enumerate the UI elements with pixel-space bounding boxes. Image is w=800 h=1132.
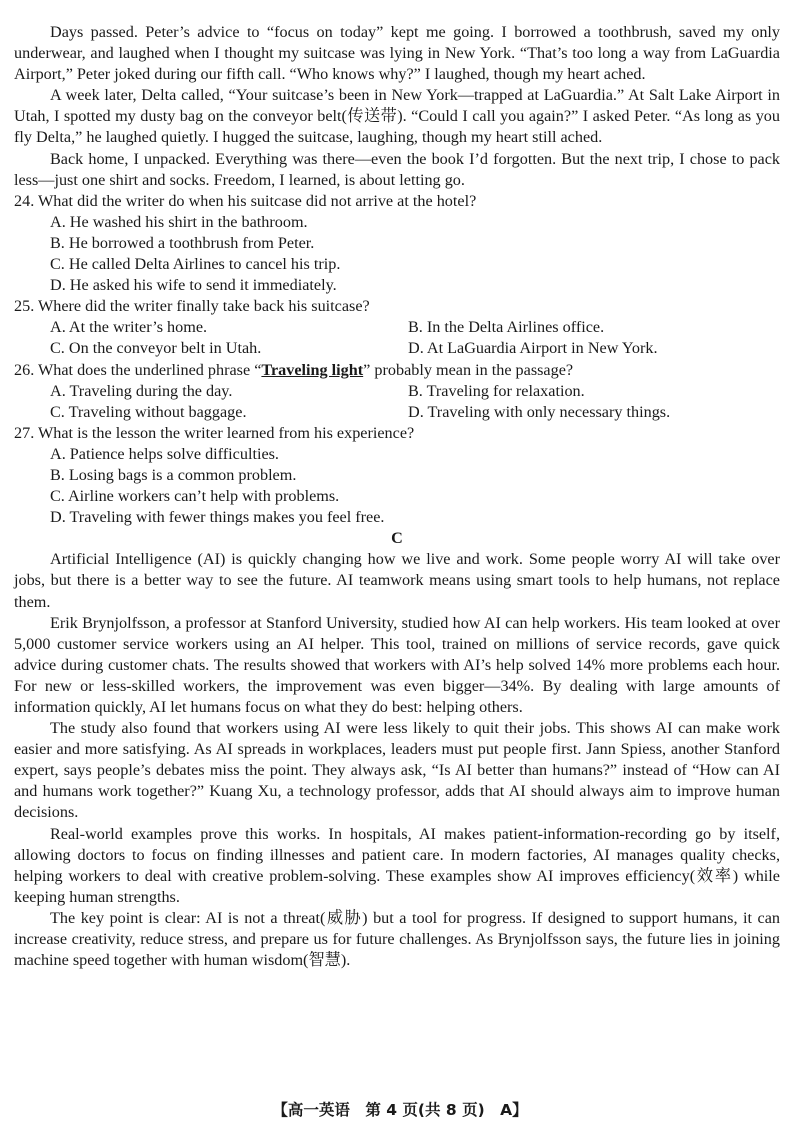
page-footer: 【高一英语 第 4 页(共 8 页) A】	[272, 1101, 528, 1119]
story-paragraph: Back home, I unpacked. Everything was there—even the book I’d forgotten. But the next trip, I chose to pack less—just one shirt and socks. Freedom, I learned, is about letting go.	[14, 149, 780, 189]
question-25-option-d: D. At LaGuardia Airport in New York.	[408, 339, 658, 358]
question-24-option-c: C. He called Delta Airlines to cancel his trip.	[50, 255, 341, 274]
section-c-heading: C	[391, 529, 403, 548]
question-25-option-b: B. In the Delta Airlines office.	[408, 318, 605, 337]
question-24-option-d: D. He asked his wife to send it immediately.	[50, 276, 337, 295]
passage-c-paragraph: Real-world examples prove this works. In hospitals, AI makes patient-information-recording go by itself, allowing doctors to focus on finding illnesses and patient care. In modern factories, AI manages quality checks, helping workers to deal with creative problem-solving. These examples show AI improves efficiency(效率) while keeping human strengths.	[14, 824, 780, 906]
question-25-options-row-1	[14, 317, 780, 338]
question-27-option-a: A. Patience helps solve difficulties.	[50, 444, 279, 463]
question-24-stem: 24. What did the writer do when his suitcase did not arrive at the hotel?	[14, 191, 477, 210]
question-26-options-row-2	[14, 402, 780, 423]
question-26-stem-end: ” probably mean in the passage?	[363, 360, 574, 379]
story-paragraph: A week later, Delta called, “Your suitcase’s been in New York—trapped at LaGuardia.” At Salt Lake Airport in Utah, I spotted my dusty bag on the conveyor belt(传送带). “Could I call you again?” I asked Peter. “As long as you fly Delta,” he laughed quietly. I hugged the suitcase, laughing, though my heart still ached.	[14, 86, 780, 147]
story-paragraph: Days passed. Peter’s advice to “focus on today” kept me going. I borrowed a toothbrush, saved my only underwear, and laughed when I thought my suitcase was lying in New York. “That’s too long a way from LaGuardia Airport,” Peter joked during our fifth call. “Who knows why?” I laughed, though my heart ached.	[14, 23, 780, 84]
question-24-option-b: B. He borrowed a toothbrush from Peter.	[50, 233, 315, 252]
question-27-option-c: C. Airline workers can’t help with problems.	[50, 487, 340, 506]
question-26-options-row-1	[14, 381, 780, 402]
question-27-stem: 27. What is the lesson the writer learned from his experience?	[14, 423, 415, 442]
passage-c-paragraph: Erik Brynjolfsson, a professor at Stanford University, studied how AI can help workers. His team looked at over 5,000 customer service workers using an AI helper. This tool, trained on millions of service records, gave quick advice during customer chats. The results showed that workers with AI’s help solved 14% more problems each hour. For new or less-skilled workers, the improvement was even bigger—34%. By dealing with large amounts of information quickly, AI let humans focus on what they do best: helping others.	[14, 613, 780, 716]
question-26-option-c: C. Traveling without baggage.	[50, 402, 247, 421]
question-26-stem	[14, 360, 780, 381]
question-25-stem: 25. Where did the writer finally take back his suitcase?	[14, 297, 370, 316]
question-26-stem-start: 26. What does the underlined phrase “	[14, 360, 262, 379]
passage-c-paragraph: The key point is clear: AI is not a threat(威胁) but a tool for progress. If designed to support humans, it can increase creativity, reduce stress, and prepare us for future challenges. As Brynjolfsson says, the future lies in joining machine speed together with human wisdom(智慧).	[14, 908, 780, 970]
question-26-option-b: B. Traveling for relaxation.	[408, 381, 585, 400]
question-25-option-c: C. On the conveyor belt in Utah.	[50, 339, 262, 358]
question-24-option-a: A. He washed his shirt in the bathroom.	[50, 212, 308, 231]
question-26-option-a: A. Traveling during the day.	[50, 381, 233, 400]
page-content	[14, 22, 780, 971]
underlined-phrase: Traveling light	[261, 360, 364, 379]
passage-c-paragraph: Artificial Intelligence (AI) is quickly changing how we live and work. Some people worry AI will take over jobs, but there is a better way to see the future. AI teamwork means using smart tools to help humans, not replace them.	[14, 550, 780, 611]
passage-c-paragraph: The study also found that workers using AI were less likely to quit their jobs. This shows AI can make work easier and more satisfying. As AI spreads in workplaces, leaders must put people first. Jann Spiess, another Stanford expert, says people’s debates miss the point. They always ask, “Is AI better than humans?” instead of “How can AI and humans work together?” Kuang Xu, a technology professor, adds that AI should always aim to improve human decisions.	[14, 719, 780, 822]
question-25-options-row-2	[14, 338, 780, 359]
question-26-option-d: D. Traveling with only necessary things.	[408, 402, 671, 421]
question-27-option-d: D. Traveling with fewer things makes you feel free.	[50, 508, 385, 527]
question-27-option-b: B. Losing bags is a common problem.	[50, 465, 297, 484]
question-25-option-a: A. At the writer’s home.	[50, 318, 208, 337]
